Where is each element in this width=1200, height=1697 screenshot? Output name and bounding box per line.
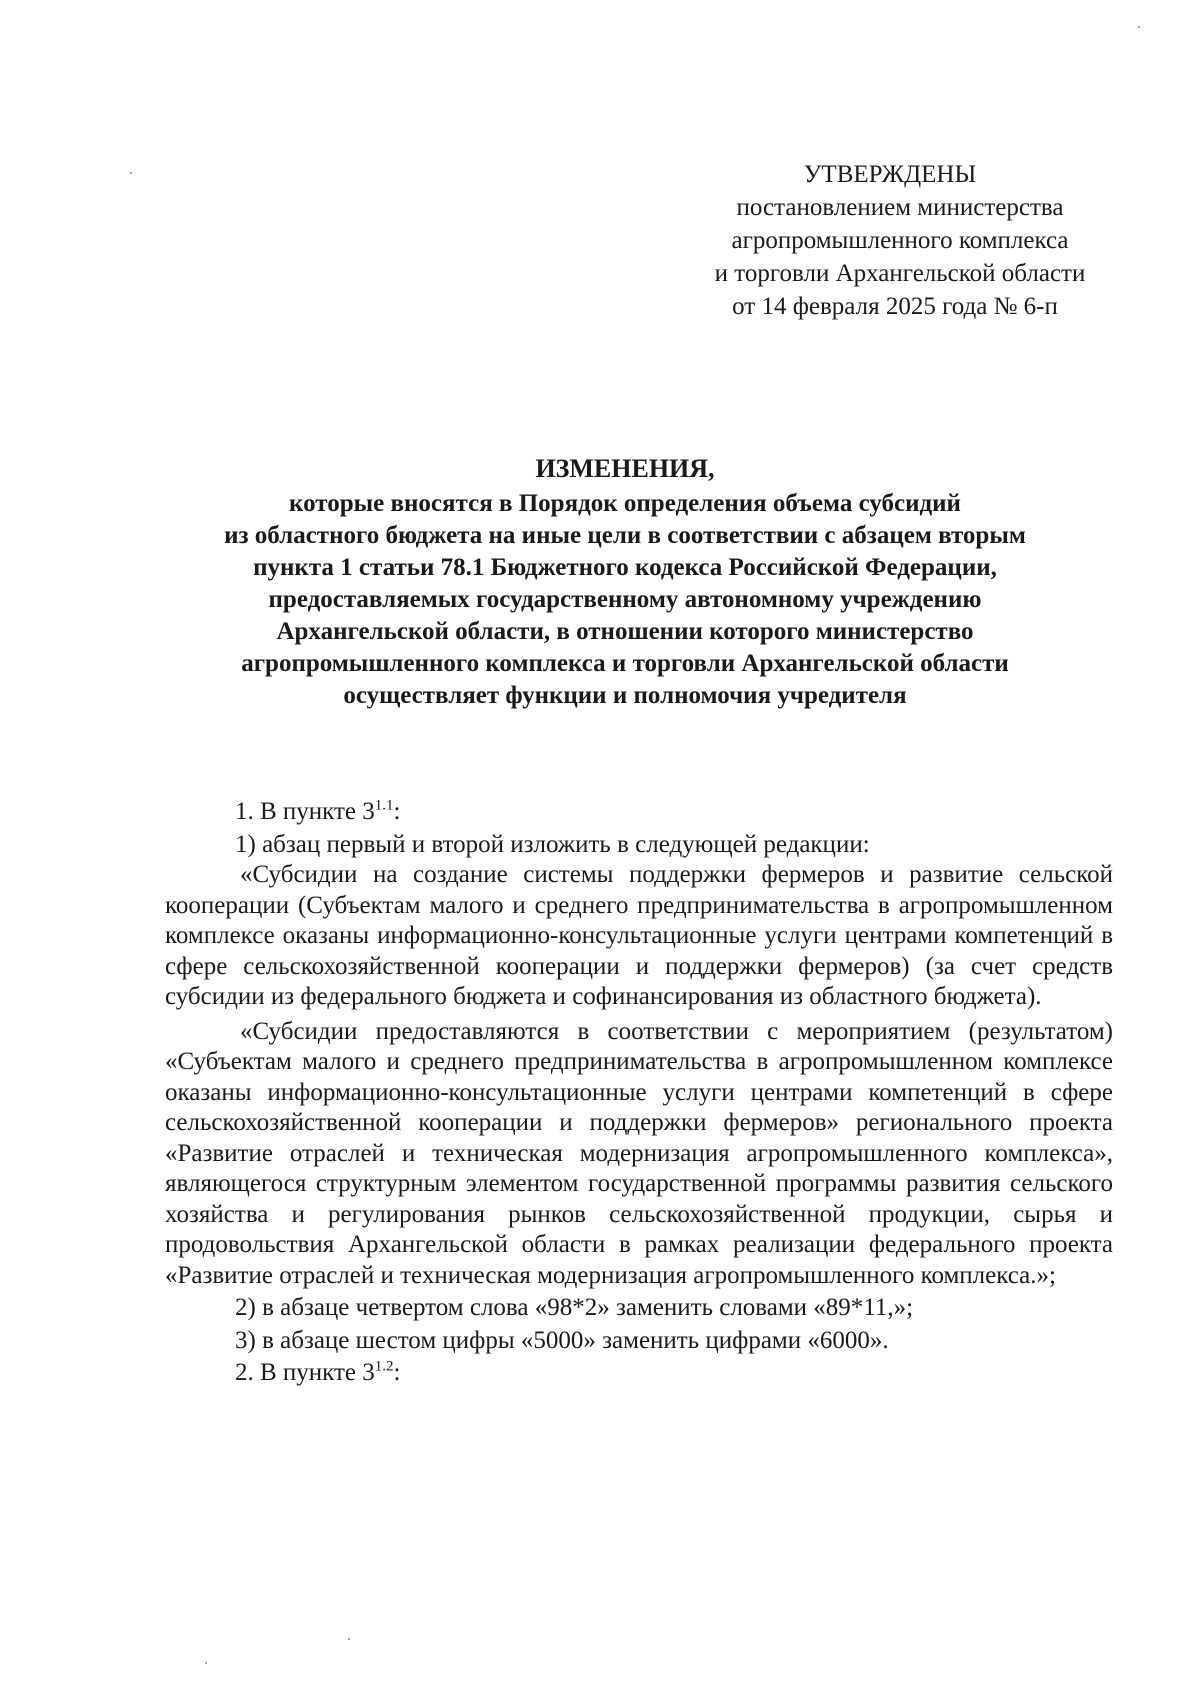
scan-speck <box>205 1662 207 1664</box>
heading-title: ИЗМЕНЕНИЯ, <box>535 454 715 483</box>
approval-block <box>680 158 1120 323</box>
heading-line: осуществляет функции и полномочия учредителя <box>343 682 907 709</box>
scan-speck <box>130 172 132 174</box>
quote-paragraph-2: «Субсидии предоставляются в соответствии с мероприятием (результатом) «Субъектам малого и среднего предпринимательства в агропромышленном комплексе оказаны информационно-консультационные услуги центрами компетенций в сфере сельскохозяйственной кооперации и поддержки фермеров» регионального проекта «Развитие отраслей и техническая модернизация агропромышленного комплекса», являющегося структурным элементом государственной программы развития сельского хозяйства и регулирования рынков сельскохозяйственной продукции, сырья и продовольствия Архангельской области в рамках реализации федерального проекта «Развитие отраслей и техническая модернизация агропромышленного комплекса.»; <box>165 1017 1113 1289</box>
heading-line: агропромышленного комплекса и торговли Архангельской области <box>241 650 1009 677</box>
heading-line: пункта 1 статьи 78.1 Бюджетного кодекса Российской Федерации, <box>253 554 997 581</box>
heading-line: из областного бюджета на иные цели в соответствии с абзацем вторым <box>224 522 1026 549</box>
scan-speck <box>1138 26 1140 28</box>
subitem-3: 3) в абзаце шестом цифры «5000» заменить цифрами «6000». <box>235 1326 889 1354</box>
approval-line: агропромышленного комплекса <box>731 227 1069 254</box>
document-body <box>165 795 1113 1389</box>
item-2 <box>165 1358 1113 1389</box>
approval-line: постановлением министерства <box>736 194 1064 221</box>
item-1-suffix: : <box>393 798 401 825</box>
item-2-sup: 1.2 <box>374 1358 394 1375</box>
item-1 <box>165 797 1113 828</box>
subitem-1: 1) абзац первый и второй изложить в следующей редакции: <box>235 830 870 858</box>
document-heading <box>150 453 1100 712</box>
item-1-text: 1. В пункте 3 <box>235 798 375 825</box>
item-1-sup: 1.1 <box>374 797 394 814</box>
heading-line: Архангельской области, в отношении которого министерство <box>276 618 974 645</box>
scan-speck <box>348 1638 350 1640</box>
subitem-2: 2) в абзаце четвертом слова «98*2» заменить словами «89*11,»; <box>235 1294 914 1321</box>
approval-title: УТВЕРЖДЕНЫ <box>803 161 977 188</box>
heading-line: которые вносятся в Порядок определения объема субсидий <box>289 490 961 517</box>
approval-date: от 14 февраля 2025 года № 6-п <box>732 293 1058 320</box>
item-2-text: 2. В пункте 3 <box>235 1359 375 1386</box>
heading-line: предоставляемых государственному автономному учреждению <box>268 586 982 613</box>
item-2-suffix: : <box>393 1359 401 1386</box>
quote-paragraph-1: «Субсидии на создание системы поддержки фермеров и развитие сельской кооперации (Субъектам малого и среднего предпринимательства в агропромышленном комплексе оказаны информационно-консультационные услуги центрами компетенций в сфере сельскохозяйственной кооперации и поддержки фермеров) (за счет средств субсидии из федерального бюджета и софинансирования из областного бюджета). <box>165 861 1113 1010</box>
approval-line: и торговли Архангельской области <box>714 260 1086 287</box>
